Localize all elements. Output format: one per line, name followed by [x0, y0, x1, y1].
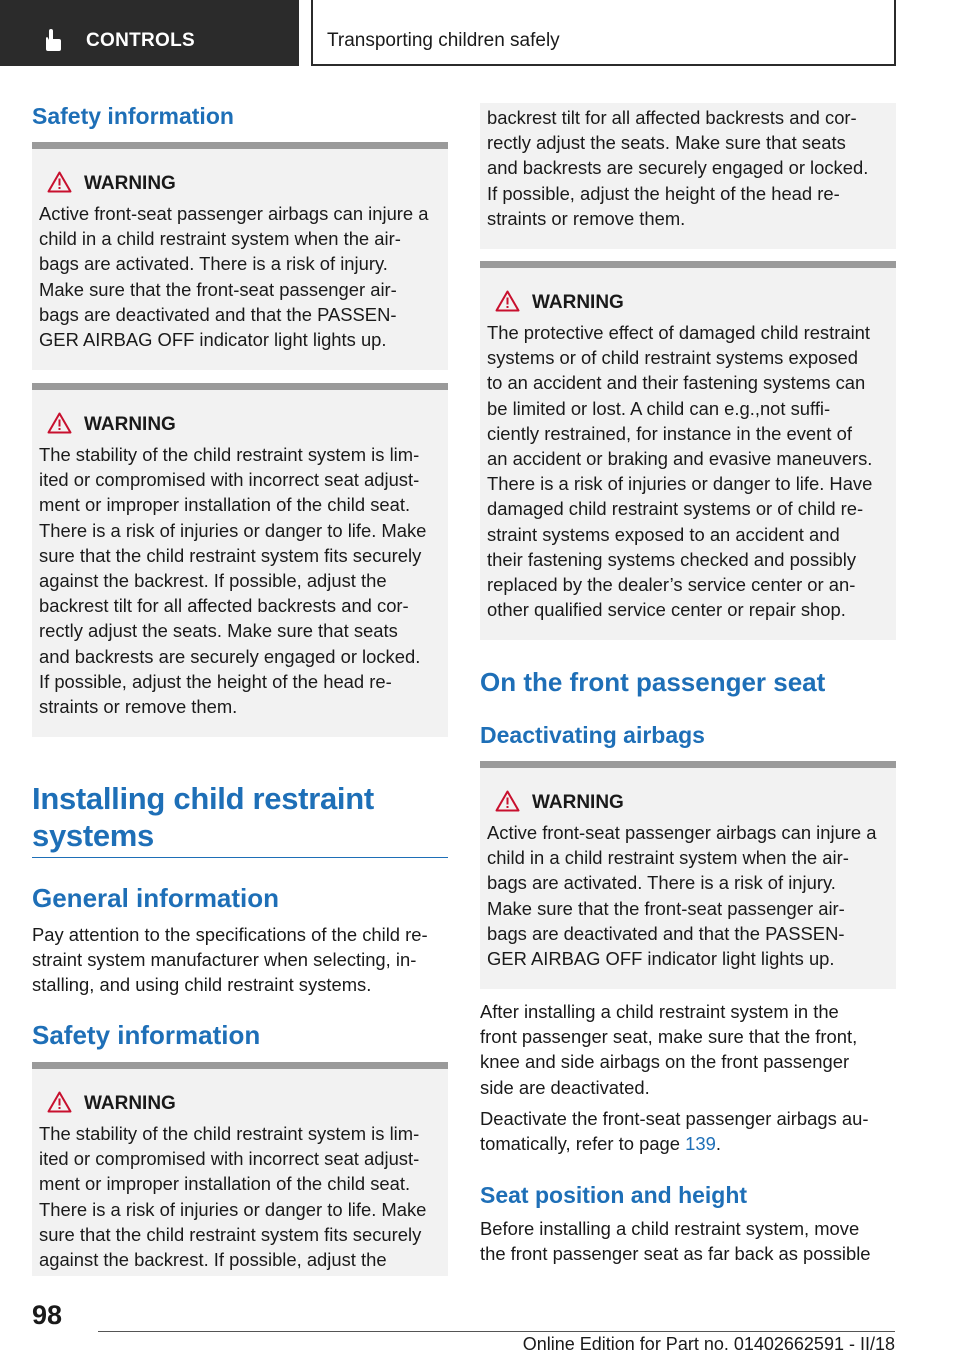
warning-text: The stability of the child restraint system is lim- ited or compromised with incorrect seat adjust- ment or improper installation of the child seat. There is a risk of injuries or danger to life. Make sure that the child restraint system fits securely against the backrest. If possible, adjust the backrest tilt for all affected backrests and cor- rectly adjust the seats. Make sure that seats and backrests are securely engaged or locked. If possible, adjust the height of the head re- straints or remove them.	[39, 444, 427, 718]
warning-triangle-icon	[495, 790, 520, 812]
footer-edition: Online Edition for Part no. 01402662591 - II/18	[522, 1334, 895, 1354]
deactivate-text: Deactivate the front-seat passenger airbags au- tomatically, refer to page 139.	[480, 1108, 869, 1155]
warning-box	[32, 383, 448, 737]
safety-info-heading-2: Safety information	[32, 1020, 261, 1050]
warning-box	[480, 761, 896, 989]
warning-text: Active front-seat passenger airbags can injure a child in a child restraint system when the air- bags are activated. There is a risk of injury. Make sure that the front-seat passenger air- bags are deactivated and that the PASSEN- GER AIRBAG OFF indicator light lights up.	[487, 822, 877, 970]
warning-box	[480, 261, 896, 640]
warning-text: The stability of the child restraint system is lim- ited or compromised with incorrect seat adjust- ment or improper installation of the child seat. There is a risk of injuries or danger to life. Make sure that the child restraint system fits securely against the backrest. If possible, adjust the	[39, 1123, 427, 1271]
warning-continuation: backrest tilt for all affected backrests and cor- rectly adjust the seats. Make sure that seats and backrests are securely engaged or locked. If possible, adjust the height of the head re- straints or remove them.	[480, 103, 896, 249]
header-section-label: CONTROLS	[86, 30, 196, 51]
steering-hand-icon	[42, 28, 64, 52]
front-passenger-heading: On the front passenger seat	[480, 667, 826, 697]
warning-label: WARNING	[84, 414, 176, 435]
warning-triangle-icon	[47, 171, 72, 193]
warning-box	[32, 142, 448, 370]
warning-box	[32, 1062, 448, 1276]
installing-heading: Installing child restraint systems	[32, 781, 374, 853]
warning-label: WARNING	[532, 792, 624, 813]
safety-info-heading: Safety information	[32, 103, 234, 129]
deactivating-airbags-heading: Deactivating airbags	[480, 722, 705, 748]
warning-label: WARNING	[532, 292, 624, 313]
warning-label: WARNING	[84, 1093, 176, 1114]
warning-text: Active front-seat passenger airbags can injure a child in a child restraint system when the air- bags are activated. There is a risk of injury. Make sure that the front-seat passenger air- bags are deactivated and that the PASSEN- GER AIRBAG OFF indicator light lights up.	[39, 203, 429, 351]
after-installing-text: After installing a child restraint system in the front passenger seat, make sure that the front, knee and side airbags on the front passenger side are deactivated.	[480, 1001, 858, 1098]
general-info-text: Pay attention to the specifications of the child re- straint system manufacturer when selecting, in- stalling, and using child restraint systems.	[32, 924, 428, 996]
general-info-heading: General information	[32, 883, 280, 913]
header-title-box	[311, 0, 896, 66]
seat-position-heading: Seat position and height	[480, 1182, 748, 1208]
warning-triangle-icon	[495, 290, 520, 312]
page-number: 98	[32, 1300, 63, 1330]
warning-text: The protective effect of damaged child restraint systems or of child restraint systems exposed to an accident and their fastening systems can be limited or lost. A child can e.g.,not suffi- ciently restrained, for instance in the event of an accident or braking and evasive maneuvers. There is a risk of injuries or danger to life. Have damaged child restraint systems or of child re- straint systems exposed to an accident and their fastening systems checked and possibly replaced by the dealer’s service center or an- other qualified service center or repair shop.	[487, 322, 873, 621]
header-title: Transporting children safely	[327, 30, 560, 51]
heading-rule	[32, 857, 448, 858]
header-section-tab	[0, 0, 299, 66]
warning-triangle-icon	[47, 412, 72, 434]
warning-label: WARNING	[84, 173, 176, 194]
footer-rule	[98, 1331, 895, 1332]
page-link[interactable]: 139	[685, 1133, 716, 1155]
warning-triangle-icon	[47, 1091, 72, 1113]
seat-position-text: Before installing a child restraint system, move the front passenger seat as far back as possible	[480, 1218, 871, 1265]
